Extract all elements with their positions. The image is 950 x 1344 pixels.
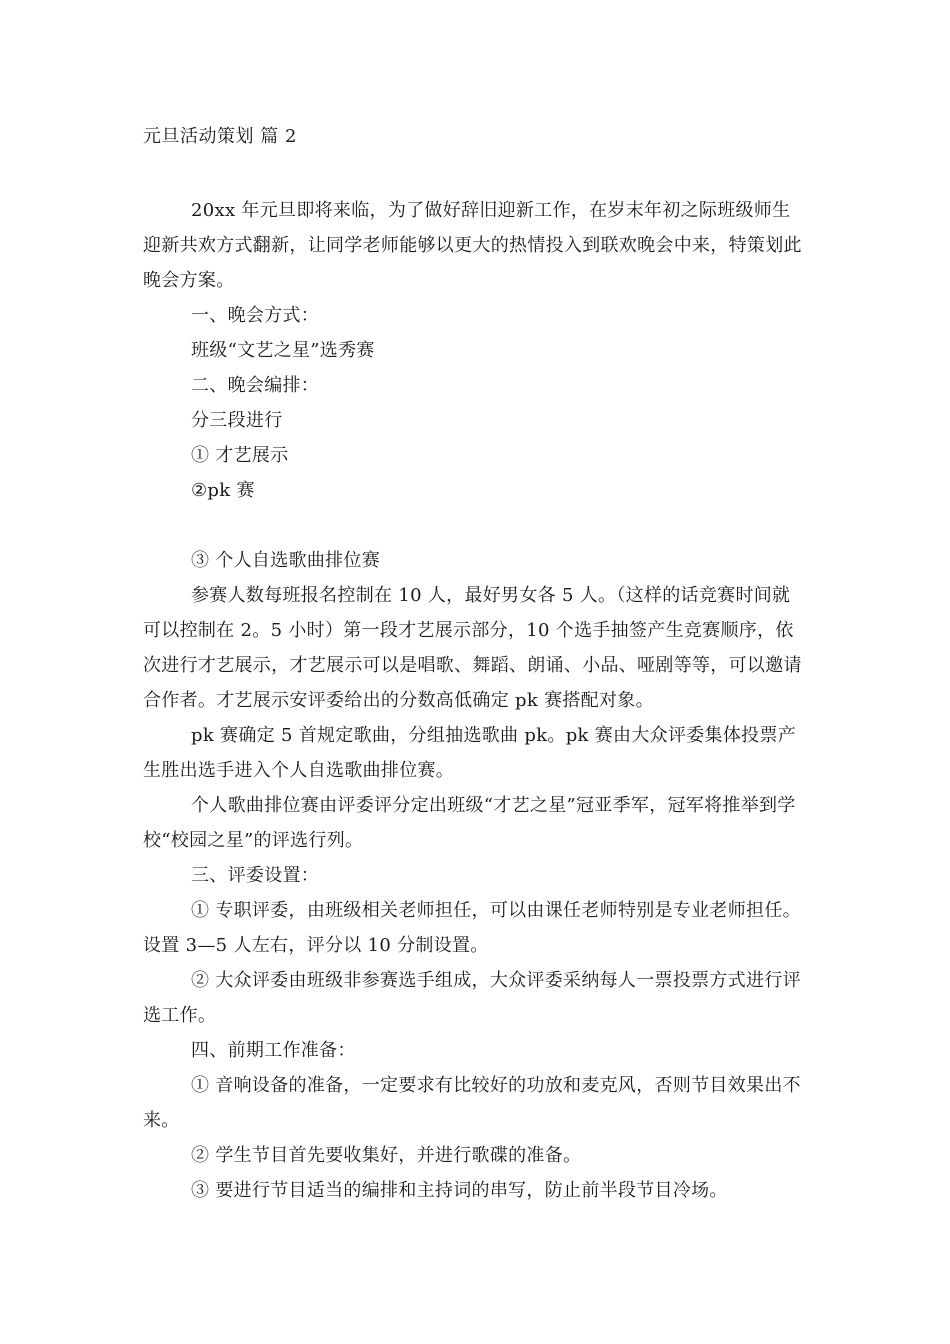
section-4-item-2: ② 学生节目首先要收集好，并进行歌碟的准备。 xyxy=(191,1145,582,1166)
section-4-item-3: ③ 要进行节目适当的编排和主持词的串写，防止前半段节目冷场。 xyxy=(191,1180,728,1201)
section-3-heading: 三、评委设置： xyxy=(191,865,320,886)
section-2-item-2: ②pk 赛 xyxy=(191,480,255,501)
section-2-paragraph-3: 个人歌曲排位赛由评委评分定出班级“才艺之星”冠亚季军，冠军将推举到学校“校园之星”的评选行列。 xyxy=(143,795,796,851)
section-4-item-1: ① 音响设备的准备，一定要求有比较好的功放和麦克风，否则节目效果出不来。 xyxy=(143,1075,801,1131)
section-1-content: 班级“文艺之星”选秀赛 xyxy=(191,340,375,361)
section-2-item-1: ① 才艺展示 xyxy=(191,445,289,466)
section-2-paragraph-1: 参赛人数每班报名控制在 10 人，最好男女各 5 人。（这样的话竞赛时间就可以控制在 2。5 小时）第一段才艺展示部分，10 个选手抽签产生竞赛顺序，依次进行才艺展示，才艺展示可以是唱歌、舞蹈、朗诵、小品、哑剧等等，可以邀请合作者。才艺展示安评委给出的分数高低确定 pk 赛搭配对象。 xyxy=(143,585,802,711)
section-4-heading: 四、前期工作准备： xyxy=(191,1040,356,1061)
blank-line xyxy=(143,508,808,543)
section-3-item-2: ② 大众评委由班级非参赛选手组成，大众评委采纳每人一票投票方式进行评选工作。 xyxy=(143,970,801,1026)
section-2-item-3: ③ 个人自选歌曲排位赛 xyxy=(191,550,381,571)
section-2-intro: 分三段进行 xyxy=(191,410,283,431)
section-1-heading: 一、晚会方式： xyxy=(191,305,320,326)
document-title: 元旦活动策划 篇 2 xyxy=(143,126,297,147)
document-body xyxy=(143,193,808,1208)
intro-paragraph: 20xx 年元旦即将来临，为了做好辞旧迎新工作，在岁末年初之际班级师生迎新共欢方式翻新，让同学老师能够以更大的热情投入到联欢晚会中来，特策划此晚会方案。 xyxy=(143,200,802,291)
section-2-paragraph-2: pk 赛确定 5 首规定歌曲，分组抽选歌曲 pk。pk 赛由大众评委集体投票产生胜出选手进入个人自选歌曲排位赛。 xyxy=(143,725,797,781)
section-2-heading: 二、晚会编排： xyxy=(191,375,320,396)
section-3-item-1: ① 专职评委，由班级相关老师担任，可以由课任老师特别是专业老师担任。设置 3—5 人左右，评分以 10 分制设置。 xyxy=(143,900,801,956)
